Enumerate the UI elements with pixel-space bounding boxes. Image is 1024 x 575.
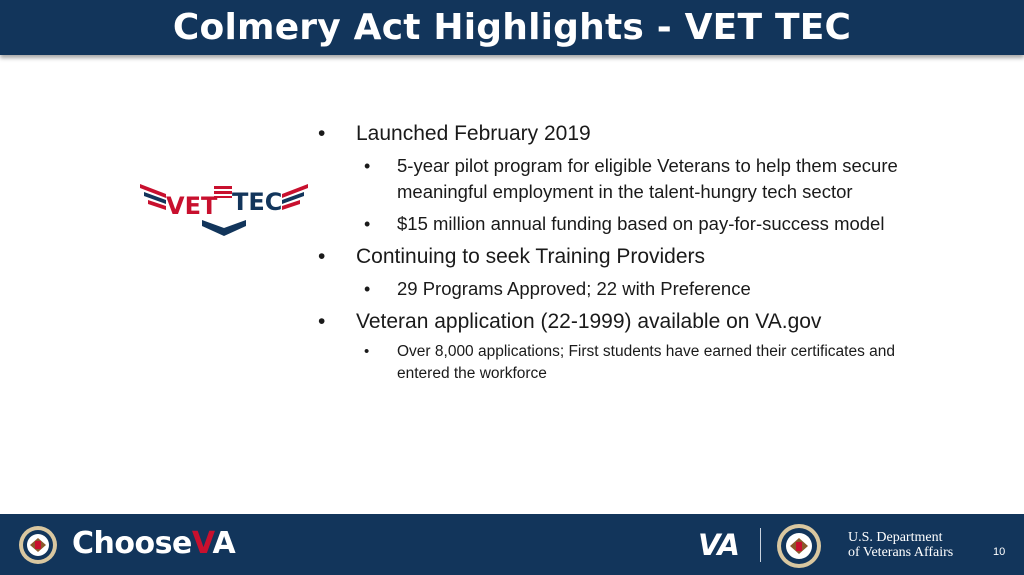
vet-tec-logo (136, 176, 312, 242)
logo-tec-text: TEC (232, 188, 283, 216)
sub-bullet-text: $15 million annual funding based on pay-for-success model (397, 213, 885, 234)
vet-tec-logo-graphic (136, 176, 312, 242)
bullet-dot-icon: • (364, 214, 371, 234)
sub-bullet-item (318, 153, 918, 205)
title-bar (0, 0, 1024, 55)
bullet-dot-icon: • (364, 343, 370, 360)
choose-va-logo (72, 526, 235, 561)
bullet-item (318, 120, 918, 147)
department-name (848, 530, 953, 560)
bullet-item (318, 308, 918, 335)
bullet-dot-icon: • (318, 122, 326, 145)
sub-bullet-item (318, 211, 918, 237)
department-line-2: of Veterans Affairs (848, 545, 954, 560)
va-seal-icon (18, 525, 58, 565)
choose-va-v: V (191, 526, 213, 561)
bullet-dot-icon: • (318, 310, 326, 333)
bullet-dot-icon: • (364, 279, 371, 299)
bullet-dot-icon: • (318, 245, 326, 268)
footer-bar (0, 514, 1024, 575)
sub-bullet-text: Over 8,000 applications; First students have earned their certificates and entered the workforce (397, 343, 895, 382)
choose-word: Choose (72, 526, 192, 561)
bullet-item (318, 243, 918, 270)
bullet-text: Veteran application (22-1999) available on VA.gov (356, 310, 822, 333)
bullet-text: Launched February 2019 (356, 122, 591, 145)
slide-number: 10 (993, 546, 1006, 558)
sub-bullet-text: 5-year pilot program for eligible Veterans to help them secure meaningful employment in the talent-hungry tech sector (397, 155, 898, 202)
sub-bullet-item (318, 276, 918, 302)
bullet-text: Continuing to seek Training Providers (356, 245, 706, 268)
choose-va-a: A (212, 526, 236, 561)
va-wordmark: VA (698, 528, 739, 562)
bullet-list (318, 120, 918, 385)
va-seal-icon (776, 523, 822, 569)
slide-title: Colmery Act Highlights - VET TEC (172, 7, 852, 48)
department-line-1: U.S. Department (848, 530, 943, 545)
sub-bullet-text: 29 Programs Approved; 22 with Preference (397, 278, 751, 299)
bullet-dot-icon: • (364, 156, 371, 176)
logo-vet-text: VET (166, 192, 218, 220)
sub-bullet-item (318, 341, 918, 385)
footer-divider (760, 528, 761, 562)
